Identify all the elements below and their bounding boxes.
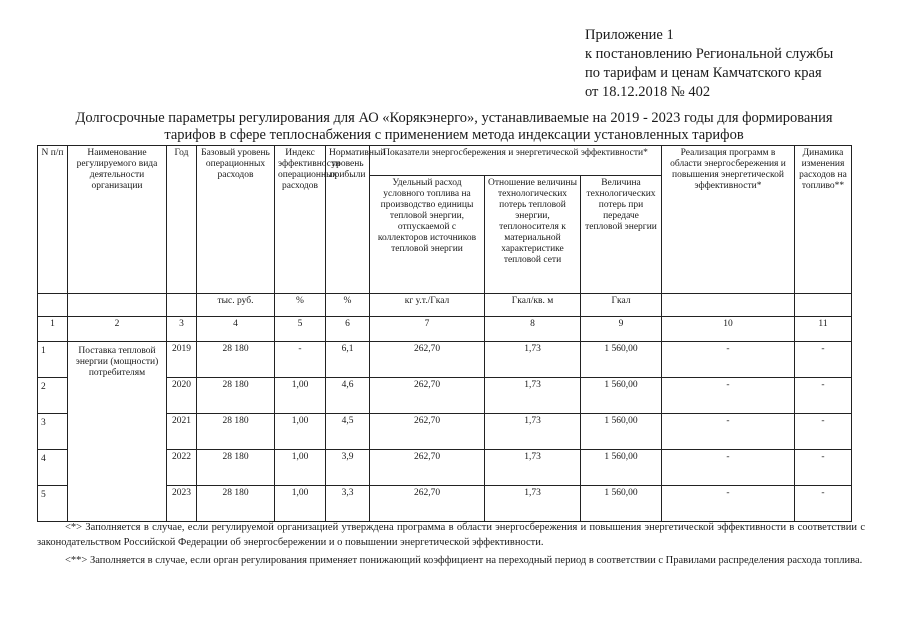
footnote-2: <**> Заполняется в случае, если орган регулирования применяет понижающий коэффициент на переходный период в соответствии с Правилами распределения расхода топлива. <box>65 555 863 566</box>
column-number: 6 <box>326 317 370 342</box>
header-base-costs: Базовый уровень операционных расходов <box>197 146 275 294</box>
row-fuel-dynamics: - <box>795 342 852 378</box>
column-number: 11 <box>795 317 852 342</box>
row-efficiency-index: 1,00 <box>275 450 326 486</box>
unit-tech-losses: Гкал <box>581 294 662 317</box>
footnotes <box>37 520 865 568</box>
row-profit-level: 6,1 <box>326 342 370 378</box>
header-profit-level: Нормативный уровень прибыли <box>326 146 370 294</box>
row-year: 2023 <box>167 486 197 522</box>
parameters-table <box>37 145 852 522</box>
header-energy-indicators: Показатели энергосбережения и энергетической эффективности* <box>370 146 662 176</box>
annex-line: по тарифам и ценам Камчатского края <box>585 65 822 81</box>
row-number: 4 <box>38 450 68 486</box>
row-fuel-rate: 262,70 <box>370 414 485 450</box>
column-number: 4 <box>197 317 275 342</box>
header-row <box>38 146 852 176</box>
row-profit-level: 3,9 <box>326 450 370 486</box>
unit-cell <box>68 294 167 317</box>
row-fuel-rate: 262,70 <box>370 486 485 522</box>
header-fuel-rate: Удельный расход условного топлива на производство единицы тепловой энергии, отпускаемой с коллекторов источников тепловой энергии <box>370 176 485 294</box>
row-fuel-dynamics: - <box>795 378 852 414</box>
header-fuel-dynamics: Динамика изменения расходов на топливо** <box>795 146 852 294</box>
row-year: 2020 <box>167 378 197 414</box>
row-year: 2019 <box>167 342 197 378</box>
row-tech-losses: 1 560,00 <box>581 486 662 522</box>
column-number: 10 <box>662 317 795 342</box>
row-base-costs: 28 180 <box>197 378 275 414</box>
unit-cell <box>38 294 68 317</box>
row-fuel-rate: 262,70 <box>370 378 485 414</box>
row-loss-ratio: 1,73 <box>485 342 581 378</box>
row-year: 2021 <box>167 414 197 450</box>
row-efficiency-index: 1,00 <box>275 378 326 414</box>
row-programs: - <box>662 378 795 414</box>
header-loss-ratio: Отношение величины технологических потерь тепловой энергии, теплоносителя к материальной характеристике тепловой сети <box>485 176 581 294</box>
unit-base-costs: тыс. руб. <box>197 294 275 317</box>
annex-header <box>585 26 895 102</box>
unit-efficiency-index: % <box>275 294 326 317</box>
footnote-1: <*> Заполняется в случае, если регулируемой организацией утверждена программа в области энергосбережения и повышения энергетической эффективности в соответствии с законодательством Российской Федерации об энергосбережении и о повышении энергетической эффективности. <box>37 522 865 548</box>
annex-line: к постановлению Региональной службы <box>585 46 834 62</box>
header-efficiency-index: Индекс эффективности операционных расходов <box>275 146 326 294</box>
row-efficiency-index: 1,00 <box>275 486 326 522</box>
row-fuel-dynamics: - <box>795 414 852 450</box>
column-numbers-row <box>38 317 852 342</box>
activity-name: Поставка тепловой энергии (мощности) потребителям <box>68 342 167 522</box>
column-number: 1 <box>38 317 68 342</box>
header-tech-losses: Величина технологических потерь при передаче тепловой энергии <box>581 176 662 294</box>
column-number: 5 <box>275 317 326 342</box>
document-title <box>20 110 888 144</box>
unit-cell <box>167 294 197 317</box>
annex-line: Приложение 1 <box>585 27 674 43</box>
row-tech-losses: 1 560,00 <box>581 378 662 414</box>
header-activity: Наименование регулируемого вида деятельности организации <box>68 146 167 294</box>
row-tech-losses: 1 560,00 <box>581 414 662 450</box>
row-profit-level: 3,3 <box>326 486 370 522</box>
row-programs: - <box>662 342 795 378</box>
row-loss-ratio: 1,73 <box>485 450 581 486</box>
row-fuel-rate: 262,70 <box>370 450 485 486</box>
row-fuel-rate: 262,70 <box>370 342 485 378</box>
column-number: 8 <box>485 317 581 342</box>
row-base-costs: 28 180 <box>197 450 275 486</box>
row-profit-level: 4,5 <box>326 414 370 450</box>
unit-cell <box>662 294 795 317</box>
row-programs: - <box>662 414 795 450</box>
title-line: тарифов в сфере теплоснабжения с применением метода индексации установленных тарифов <box>164 127 744 143</box>
row-number: 5 <box>38 486 68 522</box>
unit-loss-ratio: Гкал/кв. м <box>485 294 581 317</box>
row-loss-ratio: 1,73 <box>485 378 581 414</box>
row-number: 2 <box>38 378 68 414</box>
column-number: 9 <box>581 317 662 342</box>
header-programs: Реализация программ в области энергосбережения и повышения энергетической эффективности* <box>662 146 795 294</box>
row-base-costs: 28 180 <box>197 414 275 450</box>
header-num: N п/п <box>38 146 68 294</box>
annex-line: от 18.12.2018 № 402 <box>585 84 711 100</box>
header-year: Год <box>167 146 197 294</box>
row-base-costs: 28 180 <box>197 342 275 378</box>
row-loss-ratio: 1,73 <box>485 486 581 522</box>
row-loss-ratio: 1,73 <box>485 414 581 450</box>
row-tech-losses: 1 560,00 <box>581 450 662 486</box>
row-number: 3 <box>38 414 68 450</box>
row-tech-losses: 1 560,00 <box>581 342 662 378</box>
column-number: 3 <box>167 317 197 342</box>
unit-fuel-rate: кг у.т./Гкал <box>370 294 485 317</box>
units-row <box>38 294 852 317</box>
row-fuel-dynamics: - <box>795 450 852 486</box>
row-base-costs: 28 180 <box>197 486 275 522</box>
table-row <box>38 342 852 378</box>
column-number: 7 <box>370 317 485 342</box>
row-profit-level: 4,6 <box>326 378 370 414</box>
row-number: 1 <box>38 342 68 378</box>
row-fuel-dynamics: - <box>795 486 852 522</box>
title-line: Долгосрочные параметры регулирования для АО «Корякэнерго», устанавливаемые на 2019 - 2023 годы для формирования <box>75 110 833 126</box>
row-efficiency-index: 1,00 <box>275 414 326 450</box>
row-programs: - <box>662 450 795 486</box>
unit-cell <box>795 294 852 317</box>
row-year: 2022 <box>167 450 197 486</box>
column-number: 2 <box>68 317 167 342</box>
unit-profit-level: % <box>326 294 370 317</box>
row-programs: - <box>662 486 795 522</box>
row-efficiency-index: - <box>275 342 326 378</box>
